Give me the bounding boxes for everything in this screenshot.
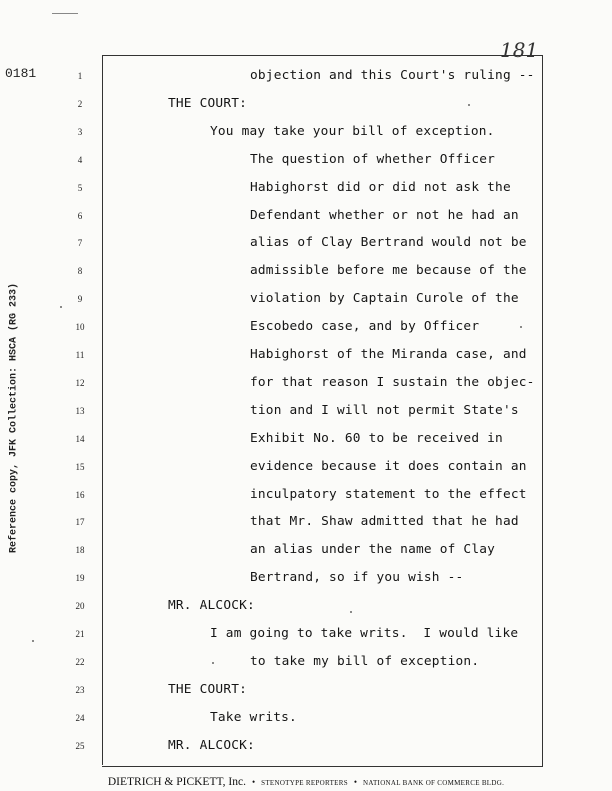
transcript-line: Escobedo case, and by Officer xyxy=(250,319,480,335)
line-number: 24 xyxy=(75,712,85,723)
scan-speck xyxy=(32,640,34,642)
reporter-firm: DIETRICH & PICKETT, Inc. xyxy=(107,776,246,788)
transcript-line: an alias under the name of Clay xyxy=(250,542,496,558)
transcript-line: Habighorst did or did not ask the xyxy=(250,179,511,195)
line-number: 16 xyxy=(75,489,85,500)
transcript-line: evidence because it does contain an xyxy=(250,458,527,474)
line-number: 9 xyxy=(77,294,83,305)
scan-speck xyxy=(350,611,352,613)
transcript-line: You may take your bill of exception. xyxy=(210,123,495,139)
transcript-line: tion and I will not permit State's xyxy=(250,402,519,418)
line-number: 1 xyxy=(77,71,83,81)
transcript-line: that Mr. Shaw admitted that he had xyxy=(250,514,519,530)
transcript-line: objection and this Court's ruling -- xyxy=(250,68,535,83)
line-number: 18 xyxy=(75,545,85,556)
transcript-line: The question of whether Officer xyxy=(250,151,496,167)
line-number: 12 xyxy=(75,377,85,388)
footer-separator: • xyxy=(353,777,358,787)
line-number: 6 xyxy=(77,210,83,221)
top-scan-mark xyxy=(52,13,78,14)
page-footer xyxy=(0,772,612,790)
transcript-line: Take writs. xyxy=(210,709,297,725)
transcript-line: alias of Clay Bertrand would not be xyxy=(250,235,527,251)
transcript-line: for that reason I sustain the objec- xyxy=(250,374,535,390)
speaker-label: THE COURT: xyxy=(168,95,248,111)
line-number: 7 xyxy=(77,238,83,249)
line-number: 11 xyxy=(75,350,85,360)
line-number: 10 xyxy=(75,322,85,333)
line-number: 17 xyxy=(75,517,85,528)
transcript-line: Defendant whether or not he had an xyxy=(250,207,519,223)
footer-separator: • xyxy=(251,777,256,787)
transcript-line: I am going to take writs. I would like xyxy=(210,626,519,641)
line-number: 3 xyxy=(77,126,83,137)
transcript-line: admissible before me because of the xyxy=(250,263,527,279)
line-number: 4 xyxy=(77,154,83,165)
line-number: 13 xyxy=(75,405,85,416)
line-number: 21 xyxy=(75,629,85,639)
line-number: 22 xyxy=(75,656,85,667)
handwritten-page-number: 181 xyxy=(500,38,539,62)
margin-rule xyxy=(102,55,103,765)
line-number: 2 xyxy=(77,98,83,109)
speaker-label: THE COURT: xyxy=(168,681,248,697)
scan-speck xyxy=(60,306,62,308)
line-number: 25 xyxy=(75,740,85,751)
transcript-line: inculpatory statement to the effect xyxy=(250,486,527,502)
line-number: 8 xyxy=(77,266,83,277)
line-number: 19 xyxy=(75,573,85,584)
speaker-label: MR. ALCOCK: xyxy=(168,737,255,753)
reporter-location: NATIONAL BANK OF COMMERCE BLDG. xyxy=(363,779,505,787)
line-number: 5 xyxy=(77,182,83,193)
line-number: 23 xyxy=(75,684,85,695)
transcript-line: to take my bill of exception. xyxy=(250,653,480,669)
transcript-line: violation by Captain Curole of the xyxy=(250,291,519,307)
scan-speck xyxy=(468,104,470,106)
transcript-line: Bertrand, so if you wish -- xyxy=(250,570,464,586)
archive-reference-stamp: Reference copy, JFK Collection: HSCA (RG 233) xyxy=(8,282,20,554)
transcript-line: Habighorst of the Miranda case, and xyxy=(250,347,527,362)
line-number: 20 xyxy=(75,601,85,612)
line-number: 15 xyxy=(75,461,85,472)
scan-speck xyxy=(212,662,214,664)
transcript-line: Exhibit No. 60 to be received in xyxy=(250,430,503,446)
page-reference-number: 0181 xyxy=(5,66,37,81)
speaker-label: MR. ALCOCK: xyxy=(168,598,255,614)
line-number: 14 xyxy=(75,433,85,444)
scan-speck xyxy=(520,326,522,328)
reporter-type: STENOTYPE REPORTERS xyxy=(261,779,348,787)
